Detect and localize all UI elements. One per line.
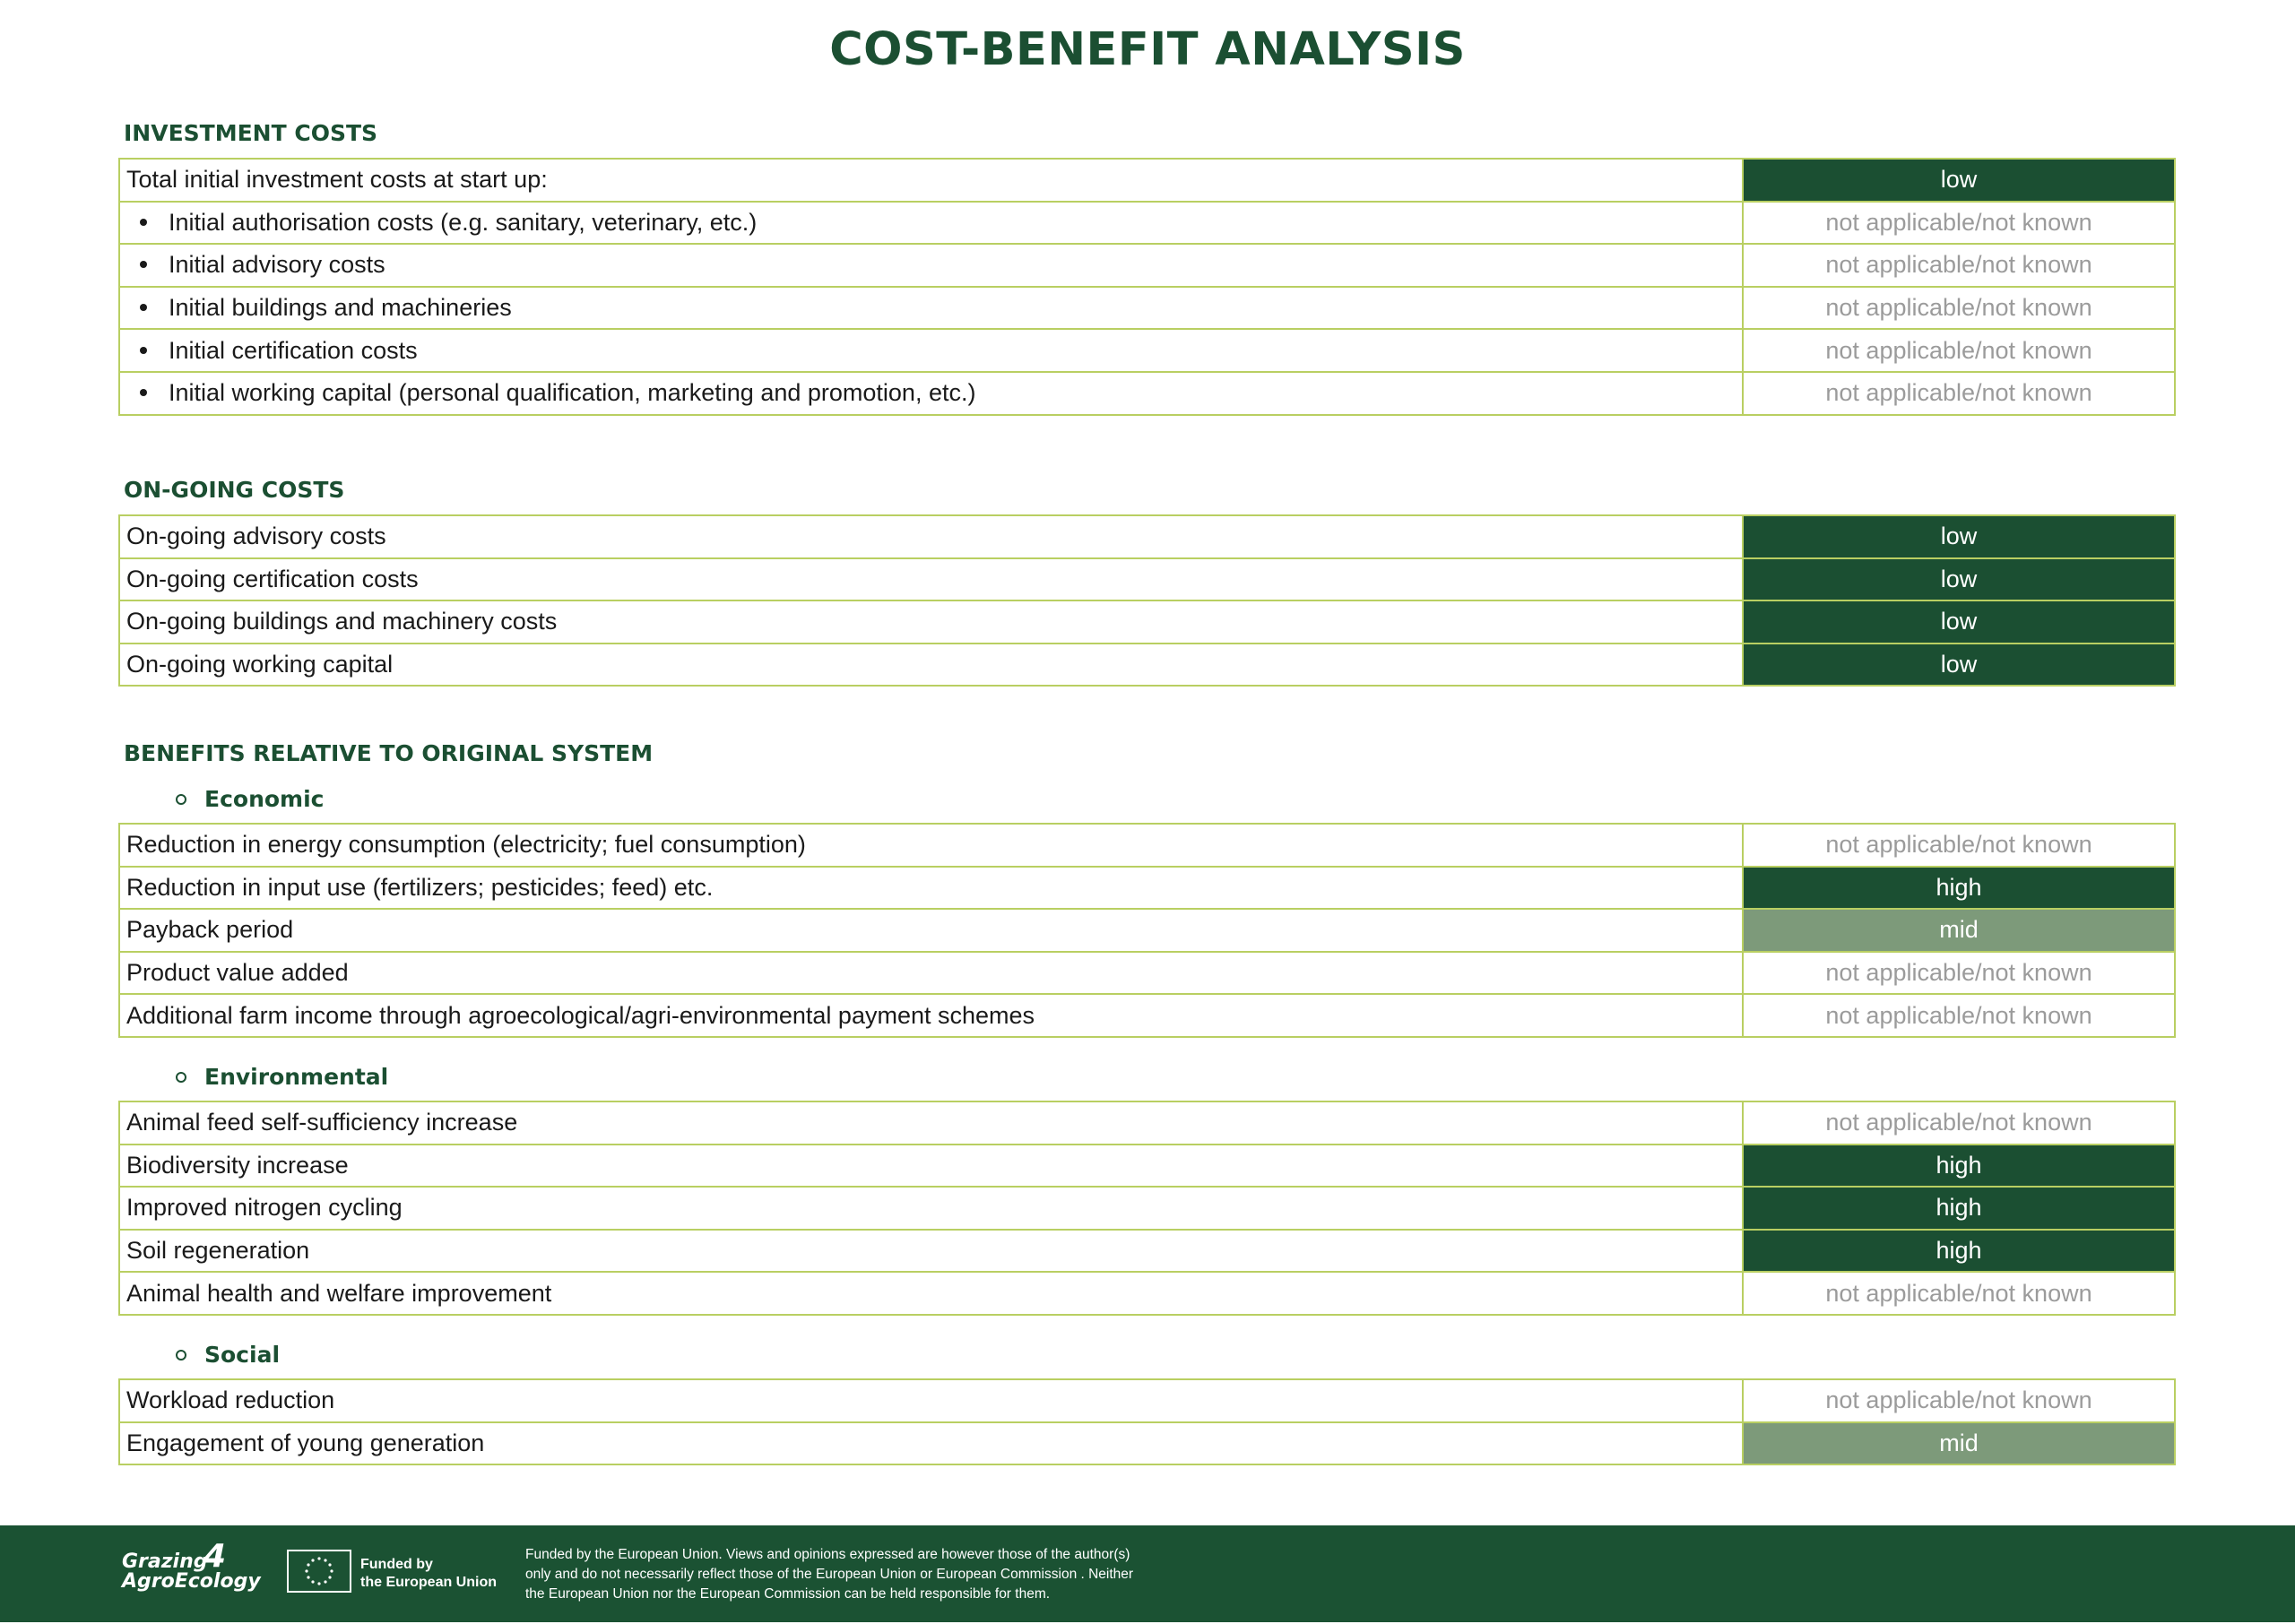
logo-text-line1: Grazing <box>122 1551 208 1573</box>
row-label-cell <box>119 1272 1743 1315</box>
row-label: Engagement of young generation <box>126 1429 485 1456</box>
row-label: Payback period <box>126 916 294 944</box>
eu-funded-line1: Funded by <box>360 1557 433 1572</box>
row-label-cell <box>119 1187 1743 1230</box>
eu-funded-line2: the European Union <box>360 1575 497 1590</box>
row-label-cell <box>119 1230 1743 1273</box>
disclaimer-text <box>525 1545 1243 1604</box>
rating-cell: not applicable/not known <box>1743 372 2175 415</box>
rating-cell: not applicable/not known <box>1743 1101 2175 1145</box>
row-label-cell <box>119 952 1743 995</box>
table-row <box>119 1101 2175 1145</box>
table-row <box>119 159 2175 202</box>
benefits-heading: BENEFITS RELATIVE TO ORIGINAL SYSTEM <box>124 740 654 766</box>
rating-cell: low <box>1743 600 2175 644</box>
bullet-icon <box>140 389 147 396</box>
table-row <box>119 600 2175 644</box>
row-label-cell <box>119 558 1743 601</box>
social-subheading-label: Social <box>204 1342 281 1368</box>
rating-cell: not applicable/not known <box>1743 202 2175 245</box>
ongoing-costs-table <box>118 514 2176 687</box>
social-benefits-table <box>118 1378 2176 1465</box>
table-row <box>119 329 2175 372</box>
circle-bullet-icon <box>176 1350 186 1361</box>
row-label-cell <box>119 244 1743 287</box>
row-label-cell <box>119 372 1743 415</box>
table-row <box>119 372 2175 415</box>
table-row <box>119 202 2175 245</box>
economic-subheading <box>176 786 324 812</box>
footer <box>0 1525 2295 1622</box>
rating-cell: high <box>1743 1230 2175 1273</box>
table-row <box>119 1145 2175 1188</box>
investment-costs-table <box>118 158 2176 416</box>
row-label-cell <box>119 159 1743 202</box>
table-row <box>119 558 2175 601</box>
bullet-icon <box>140 347 147 354</box>
row-label: Additional farm income through agroecological/agri-environmental payment schemes <box>126 1001 1035 1029</box>
row-label-cell <box>119 515 1743 558</box>
page-title: COST-BENEFIT ANALYSIS <box>829 23 1466 76</box>
row-label: Initial buildings and machineries <box>169 294 512 322</box>
rating-cell: not applicable/not known <box>1743 1379 2175 1422</box>
rating-cell: not applicable/not known <box>1743 244 2175 287</box>
row-label-cell <box>119 1101 1743 1145</box>
rating-cell: not applicable/not known <box>1743 824 2175 867</box>
row-label-cell <box>119 867 1743 910</box>
table-row <box>119 994 2175 1037</box>
table-row <box>119 287 2175 330</box>
row-label-cell <box>119 824 1743 867</box>
table-row <box>119 515 2175 558</box>
rating-cell: not applicable/not known <box>1743 952 2175 995</box>
rating-cell: not applicable/not known <box>1743 329 2175 372</box>
table-row <box>119 1230 2175 1273</box>
rating-cell: high <box>1743 1145 2175 1188</box>
rating-cell: not applicable/not known <box>1743 994 2175 1037</box>
table-row <box>119 1379 2175 1422</box>
row-label: Initial authorisation costs (e.g. sanitary, veterinary, etc.) <box>169 208 758 236</box>
bullet-icon <box>140 219 147 226</box>
table-row <box>119 644 2175 687</box>
row-label: Biodiversity increase <box>126 1151 349 1179</box>
row-label: Initial working capital (personal qualification, marketing and promotion, etc.) <box>169 379 976 407</box>
eu-flag-icon <box>287 1550 351 1593</box>
rating-cell: not applicable/not known <box>1743 1272 2175 1315</box>
rating-cell: low <box>1743 515 2175 558</box>
table-row <box>119 909 2175 952</box>
row-label: On-going buildings and machinery costs <box>126 608 558 635</box>
environmental-subheading-label: Environmental <box>204 1064 389 1090</box>
circle-bullet-icon <box>176 794 186 805</box>
row-label-cell <box>119 600 1743 644</box>
economic-subheading-label: Economic <box>204 786 325 812</box>
logo-text-line2: AgroEcology <box>122 1570 261 1593</box>
row-label: Animal health and welfare improvement <box>126 1279 552 1307</box>
row-label: Product value added <box>126 959 349 987</box>
disclaimer-line: only and do not necessarily reflect those of the European Union or European Commission . Neither <box>525 1567 1134 1582</box>
row-label: Total initial investment costs at start up: <box>126 166 548 194</box>
row-label: On-going advisory costs <box>126 523 386 550</box>
row-label-cell <box>119 1145 1743 1188</box>
row-label-cell <box>119 909 1743 952</box>
row-label: Animal feed self-sufficiency increase <box>126 1109 518 1136</box>
row-label-cell <box>119 644 1743 687</box>
circle-bullet-icon <box>176 1072 186 1083</box>
rating-cell: high <box>1743 867 2175 910</box>
row-label: Initial advisory costs <box>169 251 385 279</box>
row-label-cell <box>119 994 1743 1037</box>
disclaimer-line: the European Union nor the European Commission can be held responsible for them. <box>525 1586 1051 1602</box>
ongoing-costs-heading: ON-GOING COSTS <box>124 477 345 503</box>
investment-costs-heading: INVESTMENT COSTS <box>124 120 378 146</box>
row-label-cell <box>119 1379 1743 1422</box>
table-row <box>119 1422 2175 1465</box>
environmental-benefits-table <box>118 1101 2176 1316</box>
row-label: Reduction in energy consumption (electricity; fuel consumption) <box>126 831 806 859</box>
table-row <box>119 952 2175 995</box>
row-label: Initial certification costs <box>169 336 418 364</box>
rating-cell: not applicable/not known <box>1743 287 2175 330</box>
rating-cell: mid <box>1743 909 2175 952</box>
grazing-agroecology-logo <box>122 1552 261 1592</box>
table-row <box>119 867 2175 910</box>
eu-funded-label <box>360 1556 497 1592</box>
disclaimer-line: Funded by the European Union. Views and opinions expressed are however those of the author(s) <box>525 1547 1130 1562</box>
row-label: Soil regeneration <box>126 1237 310 1265</box>
row-label-cell <box>119 202 1743 245</box>
rating-cell: low <box>1743 644 2175 687</box>
bullet-icon <box>140 304 147 311</box>
table-row <box>119 824 2175 867</box>
row-label-cell <box>119 1422 1743 1465</box>
row-label: On-going working capital <box>126 651 394 678</box>
rating-cell: high <box>1743 1187 2175 1230</box>
rating-cell: low <box>1743 159 2175 202</box>
table-row <box>119 1187 2175 1230</box>
rating-cell: mid <box>1743 1422 2175 1465</box>
row-label: Workload reduction <box>126 1386 335 1414</box>
economic-benefits-table <box>118 823 2176 1038</box>
social-subheading <box>176 1342 280 1368</box>
row-label: Reduction in input use (fertilizers; pesticides; feed) etc. <box>126 873 714 901</box>
logo-number: 4 <box>204 1538 227 1575</box>
row-label-cell <box>119 287 1743 330</box>
environmental-subheading <box>176 1064 388 1090</box>
row-label: Improved nitrogen cycling <box>126 1194 403 1222</box>
row-label: On-going certification costs <box>126 565 419 592</box>
rating-cell: low <box>1743 558 2175 601</box>
table-row <box>119 244 2175 287</box>
table-row <box>119 1272 2175 1315</box>
row-label-cell <box>119 329 1743 372</box>
bullet-icon <box>140 261 147 268</box>
